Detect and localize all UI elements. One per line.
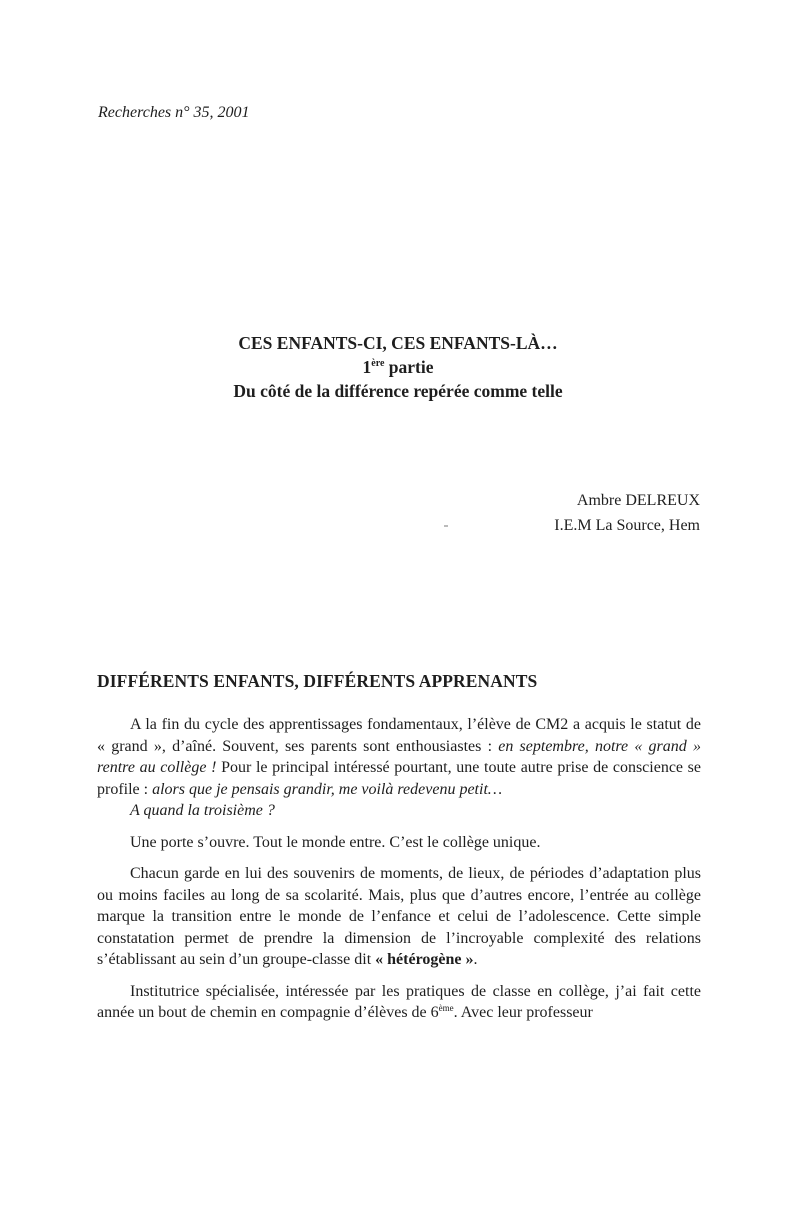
author-name: Ambre DELREUX	[576, 492, 700, 509]
paragraph-4-end: .	[473, 951, 478, 968]
scan-speck	[444, 525, 448, 527]
paragraph-2-question: A quand la troisième ?	[130, 802, 275, 819]
paragraph-3: Une porte s’ouvre. Tout le monde entre. C’est le collège unique.	[130, 833, 541, 851]
title-subtitle: Du côté de la différence repérée comme telle	[233, 381, 563, 401]
journal-reference: Recherches n° 35, 2001	[98, 104, 250, 121]
paragraph-4	[97, 863, 701, 971]
section-heading: DIFFÉRENTS ENFANTS, DIFFÉRENTS APPRENANTS	[97, 671, 538, 691]
paragraph-2	[97, 800, 701, 822]
paragraph-1	[97, 714, 701, 800]
paragraph-1-text: A la fin du cycle des apprentissages fondamentaux, l’élève de CM2 a acquis le statut de « grand », d’aîné. Souvent, ses parents sont enthousiastes :	[97, 716, 701, 755]
article-title	[96, 331, 700, 403]
paragraph-1-thought: alors que je pensais grandir, me voilà redevenu petit…	[152, 780, 503, 798]
title-part	[96, 355, 700, 379]
paragraph-4-text: Chacun garde en lui des souvenirs de moments, de lieux, de périodes d’adaptation plus ou moins faciles au long de sa scolarité. Mais, plus que d’autres encore, l’entrée au collège marque la transition entre le monde de l’enfance et celui de l’adolescence. Cette simple constatation permet de prendre la dimension de l’incroyable complexité des relations s’établissant au sein d’un groupe-classe dit	[97, 865, 701, 968]
part-ordinal: ère	[371, 358, 385, 369]
paragraph-5	[97, 981, 701, 1024]
paragraph-5-text-2: . Avec leur professeur	[453, 1004, 593, 1021]
body-text	[97, 714, 701, 1024]
author-block	[554, 488, 700, 538]
paragraph-1-text-2: Pour le principal intéressé pourtant, une toute autre prise de conscience se profile :	[97, 759, 701, 798]
paragraph-5-ordinal: ème	[438, 1003, 454, 1013]
title-main: CES ENFANTS-CI, CES ENFANTS-LÀ…	[238, 333, 558, 353]
paragraph-4-emphasis: « hétérogène »	[375, 951, 474, 968]
part-word: partie	[384, 357, 434, 377]
paragraph-5-text: Institutrice spécialisée, intéressée par les pratiques de classe en collège, j’ai fait cette année un bout de chemin en compagnie d’élèves de 6	[97, 982, 701, 1021]
part-number: 1	[362, 357, 372, 377]
paragraph-1-quote: en septembre, notre « grand » rentre au collège !	[97, 737, 701, 776]
author-affiliation: I.E.M La Source, Hem	[554, 517, 700, 534]
